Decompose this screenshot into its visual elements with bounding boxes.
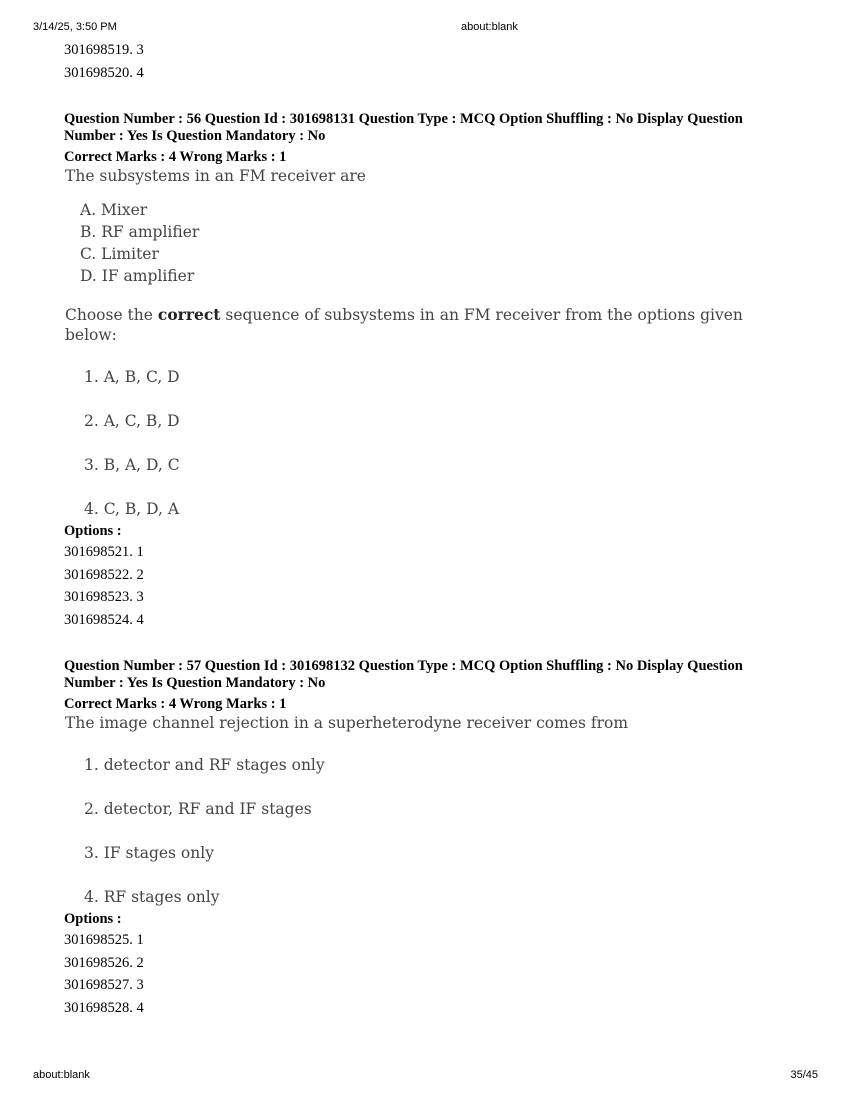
option-line: 301698525. 1 (64, 932, 144, 948)
question-instruction (64, 305, 794, 345)
page-number: 35/45 (790, 1069, 818, 1081)
choice-item: 2. A, C, B, D (84, 412, 180, 430)
option-line: 301698528. 4 (64, 999, 144, 1016)
marks-line: Correct Marks : 4 Wrong Marks : 1 (64, 696, 287, 712)
print-datetime: 3/14/25, 3:50 PM (33, 21, 117, 33)
option-line: 301698521. 1 (64, 544, 144, 560)
choice-item: 1. detector and RF stages only (84, 756, 325, 774)
question-56 (64, 111, 794, 631)
marks-line: Correct Marks : 4 Wrong Marks : 1 (64, 149, 287, 165)
question-stem: The subsystems in an FM receiver are (65, 167, 366, 185)
choice-item: 4. RF stages only (84, 888, 220, 906)
options-list (64, 541, 794, 631)
instruction-text: Choose the (65, 306, 158, 324)
option-line: 301698523. 3 (64, 589, 144, 605)
options-label: Options : (64, 523, 122, 539)
instruction-emphasis: correct (157, 305, 221, 324)
footer-url: about:blank (33, 1069, 90, 1081)
choice-list (84, 755, 794, 909)
prev-options (64, 39, 794, 84)
list-item: D. IF amplifier (80, 267, 195, 285)
option-line: 301698524. 4 (64, 611, 144, 628)
question-stem: The image channel rejection in a superheterodyne receiver comes from (65, 714, 629, 732)
choice-item: 2. detector, RF and IF stages (84, 800, 312, 818)
option-line: 301698526. 2 (64, 954, 144, 971)
choice-item: 1. A, B, C, D (84, 368, 180, 386)
question-header: Question Number : 56 Question Id : 301698131 Question Type : MCQ Option Shuffling : No Display Question Number : Yes Is Question Mandatory : No (64, 111, 743, 144)
option-line: 301698520. 4 (64, 64, 144, 81)
list-item: C. Limiter (80, 245, 159, 263)
choice-item: 3. B, A, D, C (84, 456, 180, 474)
option-line: 301698522. 2 (64, 566, 144, 583)
option-line: 301698527. 3 (64, 977, 144, 993)
page-content (64, 39, 794, 1019)
choice-item: 4. C, B, D, A (84, 500, 180, 518)
question-body (64, 713, 794, 909)
options-label: Options : (64, 911, 122, 927)
question-body (64, 166, 794, 521)
list-item: A. Mixer (80, 201, 148, 219)
instruction-text: sequence of subsystems in an FM receiver from the options given below: (65, 306, 743, 344)
choice-item: 3. IF stages only (84, 844, 214, 862)
question-header: Question Number : 57 Question Id : 301698132 Question Type : MCQ Option Shuffling : No Display Question Number : Yes Is Question Mandatory : No (64, 658, 743, 691)
subsystem-list (80, 199, 794, 287)
question-57 (64, 658, 794, 1019)
choice-list (84, 367, 794, 521)
options-list (64, 929, 794, 1019)
option-line: 301698519. 3 (64, 42, 144, 58)
print-url: about:blank (461, 21, 518, 33)
list-item: B. RF amplifier (80, 223, 200, 241)
